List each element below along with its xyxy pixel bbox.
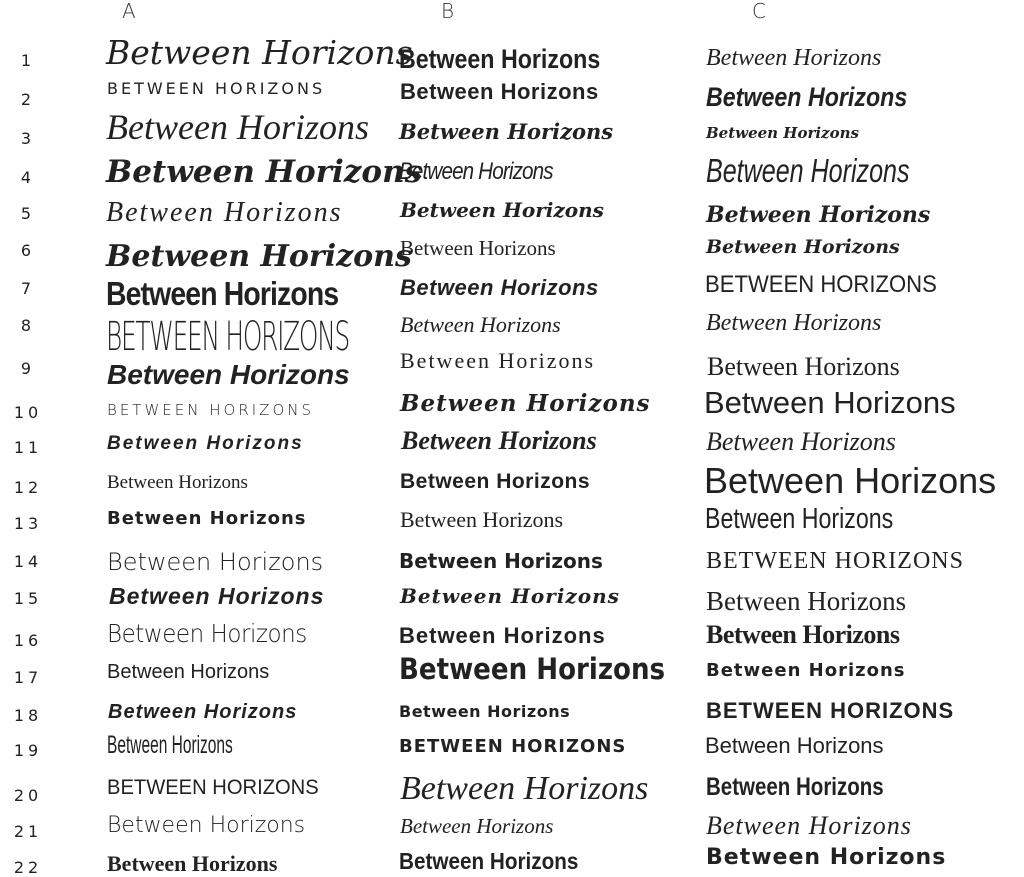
row-number: 14 (13, 552, 43, 571)
font-sample-3b: Between Horizons (399, 119, 614, 144)
font-sample-17b: Between Horizons (399, 652, 666, 686)
row-number: 5 (20, 204, 36, 223)
font-sample-18c: BETWEEN HORIZONS (706, 698, 955, 723)
row-number: 7 (20, 279, 36, 298)
font-sample-20c: Between Horizons (706, 773, 884, 801)
font-sample-21c: Between Horizons (706, 811, 912, 840)
row-number: 17 (13, 668, 43, 687)
font-sample-13a: Between Horizons (107, 508, 307, 529)
font-sample-22a: Between Horizons (107, 851, 278, 876)
row-number: 20 (13, 786, 43, 805)
font-sample-6c: Between Horizons (706, 236, 900, 258)
row-number: 22 (13, 858, 43, 877)
row-number: 12 (13, 478, 43, 497)
font-sample-18a: Between Horizons (108, 701, 298, 723)
font-sample-4c: Between Horizons (706, 152, 910, 189)
row-number: 16 (13, 631, 43, 650)
font-sample-1c: Between Horizons (706, 45, 882, 71)
font-sample-1a: Between Horizons (106, 33, 413, 72)
font-sample-14a: Between Horizons (107, 548, 324, 576)
row-number: 4 (20, 168, 36, 187)
row-number: 10 (13, 403, 43, 422)
row-number: 15 (13, 589, 43, 608)
font-sample-4b: Between Horizons (399, 158, 553, 185)
font-sample-13c: Between Horizons (705, 503, 894, 535)
font-sample-12b: Between Horizons (400, 470, 591, 493)
font-sample-19b: BETWEEN HORIZONS (399, 736, 627, 757)
row-number: 19 (13, 741, 43, 760)
font-sample-12c: Between Horizons (704, 460, 997, 501)
font-sample-2b: Between Horizons (400, 79, 599, 104)
font-sample-8b: Between Horizons (400, 312, 561, 337)
font-sample-19c: Between Horizons (705, 733, 884, 758)
font-sample-14c: BETWEEN HORIZONS (706, 548, 964, 574)
font-sample-15b: Between Horizons (400, 584, 620, 608)
font-sample-11a: Between Horizons (107, 433, 304, 454)
font-sample-16b: Between Horizons (399, 623, 606, 648)
font-sample-21b: Between Horizons (400, 814, 554, 838)
font-sample-3c: Between Horizons (706, 124, 859, 142)
font-sample-7c: BETWEEN HORIZONS (705, 271, 937, 298)
column-label-c: C (752, 0, 766, 23)
font-sample-17c: Between Horizons (706, 660, 906, 681)
font-sample-10b: Between Horizons (400, 390, 651, 417)
font-sample-15c: Between Horizons (706, 586, 907, 616)
font-sample-11b: Between Horizons (401, 426, 597, 455)
font-sample-14b: Between Horizons (399, 549, 603, 573)
font-sample-15a: Between Horizons (109, 583, 325, 609)
font-sample-18b: Between Horizons (399, 702, 571, 721)
row-number: 18 (13, 706, 43, 725)
font-sample-21a: Between Horizons (107, 813, 306, 838)
font-sample-10a: BETWEEN HORIZONS (107, 401, 314, 419)
font-sample-9b: Between Horizons (400, 348, 596, 373)
font-sample-22b: Between Horizons (399, 848, 579, 874)
font-sample-2c: Between Horizons (706, 82, 908, 112)
font-sample-8c: Between Horizons (706, 310, 882, 336)
row-number: 6 (20, 241, 36, 260)
row-number: 3 (20, 129, 36, 148)
font-sample-20a: BETWEEN HORIZONS (107, 776, 319, 799)
font-sample-13b: Between Horizons (400, 507, 564, 532)
font-sample-5b: Between Horizons (400, 198, 604, 222)
row-number: 1 (20, 51, 36, 70)
row-number: 8 (20, 316, 36, 335)
font-sample-7a: Between Horizons (106, 275, 339, 312)
font-sample-16c: Between Horizons (706, 620, 900, 649)
font-sample-5a: Between Horizons (106, 197, 343, 228)
row-number: 13 (13, 514, 43, 533)
font-sample-6a: Between Horizons (106, 239, 412, 274)
font-sample-10c: Between Horizons (704, 385, 956, 420)
row-number: 21 (13, 822, 43, 841)
font-sample-2a: BETWEEN HORIZONS (107, 79, 326, 98)
font-sample-4a: Between Horizons (106, 154, 423, 190)
font-sample-9a: Between Horizons (107, 359, 350, 390)
font-sample-5c: Between Horizons (706, 202, 931, 228)
row-number: 11 (13, 438, 43, 457)
font-sample-3a: Between Horizons (106, 107, 369, 147)
font-sample-8a: BETWEEN HORIZONS (106, 314, 350, 360)
font-sample-7b: Between Horizons (400, 275, 599, 300)
font-sample-1b: Between Horizons (399, 44, 601, 74)
row-number: 9 (20, 359, 36, 378)
font-sample-19a: Between Horizons (107, 731, 233, 759)
font-sample-20b: Between Horizons (400, 770, 649, 807)
font-sample-22c: Between Horizons (706, 845, 947, 870)
font-sample-16a: Between Horizons (107, 619, 307, 648)
font-sample-11c: Between Horizons (706, 427, 896, 456)
row-number: 2 (20, 90, 36, 109)
font-sample-17a: Between Horizons (107, 661, 270, 683)
font-sample-6b: Between Horizons (400, 236, 556, 260)
column-label-b: B (441, 0, 455, 23)
column-label-a: A (122, 0, 136, 23)
font-sample-12a: Between Horizons (107, 472, 248, 493)
font-sample-9c: Between Horizons (707, 352, 900, 381)
